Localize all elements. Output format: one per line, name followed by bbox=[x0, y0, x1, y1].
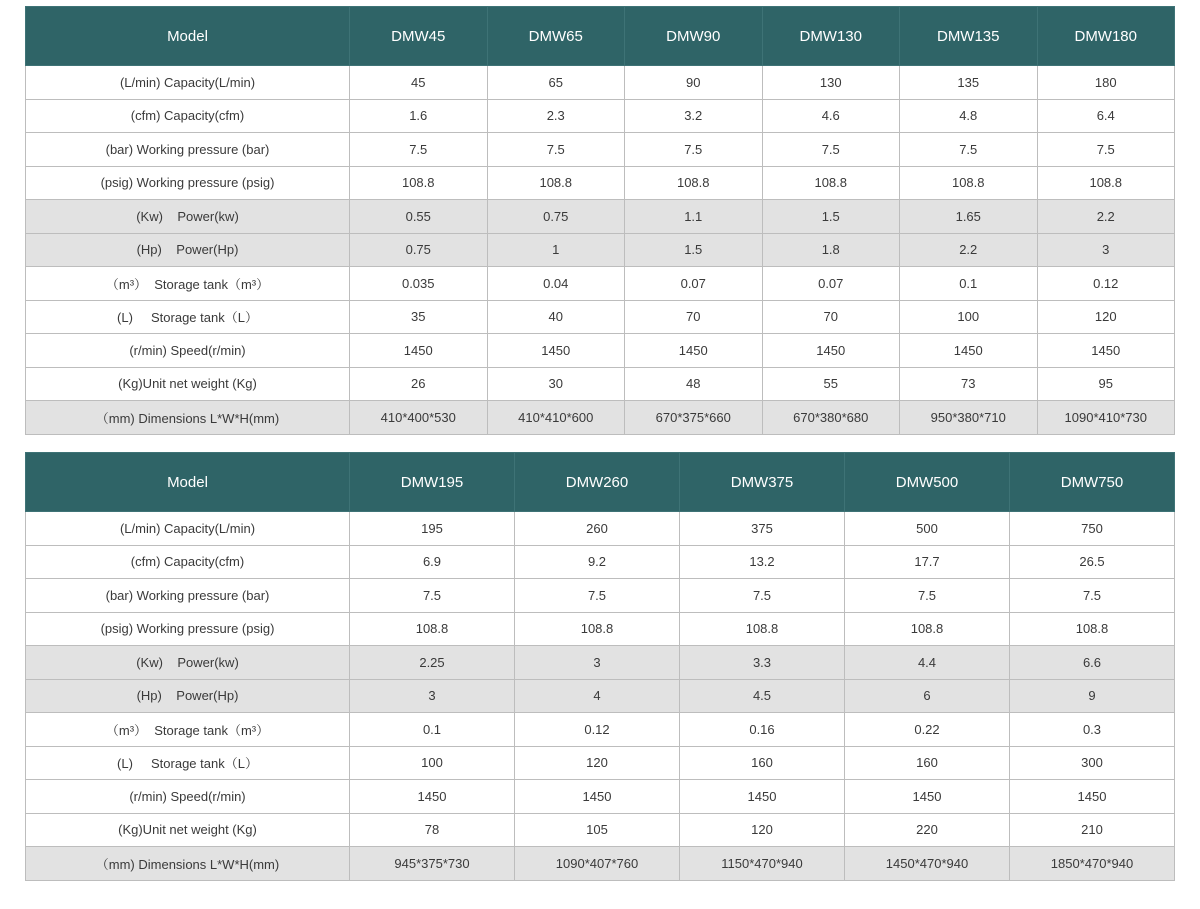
table-cell: 0.55 bbox=[350, 200, 488, 234]
table-row bbox=[26, 847, 1175, 881]
table-cell: 17.7 bbox=[845, 545, 1010, 579]
table-cell: 108.8 bbox=[625, 166, 763, 200]
table-row bbox=[26, 401, 1175, 435]
row-label: (bar) Working pressure (bar) bbox=[26, 579, 350, 613]
table-cell: 0.22 bbox=[845, 713, 1010, 747]
row-label: (Kg)Unit net weight (Kg) bbox=[26, 367, 350, 401]
table-cell: 410*400*530 bbox=[350, 401, 488, 435]
row-label: (r/min) Speed(r/min) bbox=[26, 780, 350, 814]
table-cell: 1450 bbox=[1037, 334, 1175, 368]
table-row bbox=[26, 780, 1175, 814]
table-cell: 2.2 bbox=[1037, 200, 1175, 234]
table-cell: 0.16 bbox=[680, 713, 845, 747]
table-cell: 1450 bbox=[625, 334, 763, 368]
table-cell: 0.04 bbox=[487, 267, 625, 301]
table-cell: 120 bbox=[680, 813, 845, 847]
table-cell: 0.75 bbox=[487, 200, 625, 234]
table-cell: 210 bbox=[1010, 813, 1175, 847]
table-cell: 7.5 bbox=[625, 133, 763, 167]
table-cell: 1.8 bbox=[762, 233, 900, 267]
header-row bbox=[26, 7, 1175, 66]
model-header-cell: DMW65 bbox=[487, 7, 625, 66]
row-label: (Kw) Power(kw) bbox=[26, 200, 350, 234]
table-cell: 90 bbox=[625, 66, 763, 100]
table-cell: 1450 bbox=[900, 334, 1038, 368]
model-column-header: Model bbox=[26, 453, 350, 512]
table-cell: 950*380*710 bbox=[900, 401, 1038, 435]
table-cell: 7.5 bbox=[845, 579, 1010, 613]
table-cell: 1450 bbox=[762, 334, 900, 368]
table-cell: 0.07 bbox=[762, 267, 900, 301]
table-cell: 45 bbox=[350, 66, 488, 100]
table-cell: 6.9 bbox=[350, 545, 515, 579]
model-header-cell: DMW500 bbox=[845, 453, 1010, 512]
row-label: （mm) Dimensions L*W*H(mm) bbox=[26, 847, 350, 881]
model-column-header: Model bbox=[26, 7, 350, 66]
table-row bbox=[26, 813, 1175, 847]
table-cell: 4.8 bbox=[900, 99, 1038, 133]
table-cell: 135 bbox=[900, 66, 1038, 100]
table-cell: 108.8 bbox=[515, 612, 680, 646]
table-cell: 40 bbox=[487, 300, 625, 334]
table-cell: 260 bbox=[515, 512, 680, 546]
row-label: (psig) Working pressure (psig) bbox=[26, 166, 350, 200]
row-label: (Hp) Power(Hp) bbox=[26, 679, 350, 713]
model-header-cell: DMW375 bbox=[680, 453, 845, 512]
table-cell: 1450 bbox=[845, 780, 1010, 814]
row-label: (psig) Working pressure (psig) bbox=[26, 612, 350, 646]
table-row bbox=[26, 300, 1175, 334]
table-cell: 0.12 bbox=[1037, 267, 1175, 301]
table-cell: 0.1 bbox=[900, 267, 1038, 301]
row-label: (L) Storage tank（L） bbox=[26, 300, 350, 334]
model-header-cell: DMW90 bbox=[625, 7, 763, 66]
table-cell: 7.5 bbox=[515, 579, 680, 613]
table-cell: 160 bbox=[680, 746, 845, 780]
model-header-cell: DMW180 bbox=[1037, 7, 1175, 66]
table-cell: 1450 bbox=[680, 780, 845, 814]
header-row bbox=[26, 453, 1175, 512]
table-row bbox=[26, 166, 1175, 200]
table-cell: 1090*407*760 bbox=[515, 847, 680, 881]
row-label: （m³） Storage tank（m³） bbox=[26, 267, 350, 301]
table-cell: 26 bbox=[350, 367, 488, 401]
table-row bbox=[26, 200, 1175, 234]
table-cell: 100 bbox=[900, 300, 1038, 334]
table-cell: 120 bbox=[515, 746, 680, 780]
table-cell: 6 bbox=[845, 679, 1010, 713]
row-label: (Kg)Unit net weight (Kg) bbox=[26, 813, 350, 847]
row-label: (Hp) Power(Hp) bbox=[26, 233, 350, 267]
table-cell: 4.4 bbox=[845, 646, 1010, 680]
table-row bbox=[26, 612, 1175, 646]
model-header-cell: DMW750 bbox=[1010, 453, 1175, 512]
table-cell: 6.6 bbox=[1010, 646, 1175, 680]
table-cell: 105 bbox=[515, 813, 680, 847]
table-row bbox=[26, 99, 1175, 133]
table-cell: 1.5 bbox=[762, 200, 900, 234]
table-cell: 108.8 bbox=[487, 166, 625, 200]
table-row bbox=[26, 713, 1175, 747]
table-cell: 4.6 bbox=[762, 99, 900, 133]
table-cell: 0.3 bbox=[1010, 713, 1175, 747]
table-row bbox=[26, 334, 1175, 368]
table-cell: 55 bbox=[762, 367, 900, 401]
table-cell: 108.8 bbox=[680, 612, 845, 646]
table-row bbox=[26, 367, 1175, 401]
table-cell: 70 bbox=[625, 300, 763, 334]
table-row bbox=[26, 646, 1175, 680]
table-cell: 1.5 bbox=[625, 233, 763, 267]
table-cell: 3.2 bbox=[625, 99, 763, 133]
table-cell: 108.8 bbox=[350, 612, 515, 646]
table-cell: 3 bbox=[1037, 233, 1175, 267]
table-cell: 7.5 bbox=[900, 133, 1038, 167]
table-row bbox=[26, 679, 1175, 713]
table-cell: 500 bbox=[845, 512, 1010, 546]
row-label: (cfm) Capacity(cfm) bbox=[26, 99, 350, 133]
table-cell: 1450*470*940 bbox=[845, 847, 1010, 881]
table-cell: 670*380*680 bbox=[762, 401, 900, 435]
row-label: (L/min) Capacity(L/min) bbox=[26, 512, 350, 546]
table-cell: 0.035 bbox=[350, 267, 488, 301]
table-row bbox=[26, 545, 1175, 579]
table-cell: 30 bbox=[487, 367, 625, 401]
table-cell: 48 bbox=[625, 367, 763, 401]
table-cell: 65 bbox=[487, 66, 625, 100]
table-cell: 7.5 bbox=[350, 579, 515, 613]
table-cell: 9.2 bbox=[515, 545, 680, 579]
table-cell: 108.8 bbox=[1037, 166, 1175, 200]
table-cell: 7.5 bbox=[680, 579, 845, 613]
table-cell: 410*410*600 bbox=[487, 401, 625, 435]
table-cell: 1090*410*730 bbox=[1037, 401, 1175, 435]
table-cell: 35 bbox=[350, 300, 488, 334]
spec-table-1 bbox=[25, 6, 1175, 435]
table-cell: 108.8 bbox=[350, 166, 488, 200]
table-cell: 300 bbox=[1010, 746, 1175, 780]
table-cell: 108.8 bbox=[845, 612, 1010, 646]
table-cell: 7.5 bbox=[1037, 133, 1175, 167]
table-cell: 7.5 bbox=[1010, 579, 1175, 613]
table-cell: 95 bbox=[1037, 367, 1175, 401]
table-cell: 130 bbox=[762, 66, 900, 100]
table-cell: 73 bbox=[900, 367, 1038, 401]
table-row bbox=[26, 512, 1175, 546]
table-cell: 1.65 bbox=[900, 200, 1038, 234]
table-cell: 6.4 bbox=[1037, 99, 1175, 133]
table-cell: 1.1 bbox=[625, 200, 763, 234]
table-cell: 7.5 bbox=[350, 133, 488, 167]
row-label: (r/min) Speed(r/min) bbox=[26, 334, 350, 368]
table-cell: 1450 bbox=[350, 334, 488, 368]
model-header-cell: DMW135 bbox=[900, 7, 1038, 66]
table-cell: 195 bbox=[350, 512, 515, 546]
table-cell: 26.5 bbox=[1010, 545, 1175, 579]
table-cell: 120 bbox=[1037, 300, 1175, 334]
table-cell: 108.8 bbox=[1010, 612, 1175, 646]
table-cell: 2.25 bbox=[350, 646, 515, 680]
table-cell: 3.3 bbox=[680, 646, 845, 680]
table-cell: 1450 bbox=[487, 334, 625, 368]
row-label: (Kw) Power(kw) bbox=[26, 646, 350, 680]
table-cell: 2.3 bbox=[487, 99, 625, 133]
model-header-cell: DMW45 bbox=[350, 7, 488, 66]
table-cell: 3 bbox=[515, 646, 680, 680]
table-cell: 375 bbox=[680, 512, 845, 546]
table-cell: 78 bbox=[350, 813, 515, 847]
table-cell: 220 bbox=[845, 813, 1010, 847]
table-cell: 1450 bbox=[1010, 780, 1175, 814]
table-cell: 1 bbox=[487, 233, 625, 267]
table-cell: 0.12 bbox=[515, 713, 680, 747]
table-cell: 1450 bbox=[515, 780, 680, 814]
table-cell: 160 bbox=[845, 746, 1010, 780]
table-cell: 9 bbox=[1010, 679, 1175, 713]
table-cell: 4 bbox=[515, 679, 680, 713]
table-cell: 100 bbox=[350, 746, 515, 780]
table-cell: 4.5 bbox=[680, 679, 845, 713]
model-header-cell: DMW130 bbox=[762, 7, 900, 66]
table-cell: 7.5 bbox=[487, 133, 625, 167]
table-cell: 1850*470*940 bbox=[1010, 847, 1175, 881]
table-cell: 1150*470*940 bbox=[680, 847, 845, 881]
table-row bbox=[26, 233, 1175, 267]
table-cell: 13.2 bbox=[680, 545, 845, 579]
table-cell: 945*375*730 bbox=[350, 847, 515, 881]
row-label: (bar) Working pressure (bar) bbox=[26, 133, 350, 167]
table-cell: 180 bbox=[1037, 66, 1175, 100]
row-label: (L/min) Capacity(L/min) bbox=[26, 66, 350, 100]
table-cell: 2.2 bbox=[900, 233, 1038, 267]
row-label: （mm) Dimensions L*W*H(mm) bbox=[26, 401, 350, 435]
table-cell: 70 bbox=[762, 300, 900, 334]
table-cell: 670*375*660 bbox=[625, 401, 763, 435]
row-label: （m³） Storage tank（m³） bbox=[26, 713, 350, 747]
table-row bbox=[26, 579, 1175, 613]
table-cell: 0.1 bbox=[350, 713, 515, 747]
row-label: (cfm) Capacity(cfm) bbox=[26, 545, 350, 579]
table-cell: 1450 bbox=[350, 780, 515, 814]
table-cell: 108.8 bbox=[762, 166, 900, 200]
table-cell: 0.07 bbox=[625, 267, 763, 301]
spec-table-2 bbox=[25, 452, 1175, 881]
table-row bbox=[26, 267, 1175, 301]
table-row bbox=[26, 133, 1175, 167]
table-cell: 3 bbox=[350, 679, 515, 713]
row-label: (L) Storage tank（L） bbox=[26, 746, 350, 780]
model-header-cell: DMW195 bbox=[350, 453, 515, 512]
table-cell: 7.5 bbox=[762, 133, 900, 167]
table-row bbox=[26, 746, 1175, 780]
table-cell: 750 bbox=[1010, 512, 1175, 546]
table-cell: 0.75 bbox=[350, 233, 488, 267]
table-cell: 1.6 bbox=[350, 99, 488, 133]
table-row bbox=[26, 66, 1175, 100]
table-cell: 108.8 bbox=[900, 166, 1038, 200]
model-header-cell: DMW260 bbox=[515, 453, 680, 512]
